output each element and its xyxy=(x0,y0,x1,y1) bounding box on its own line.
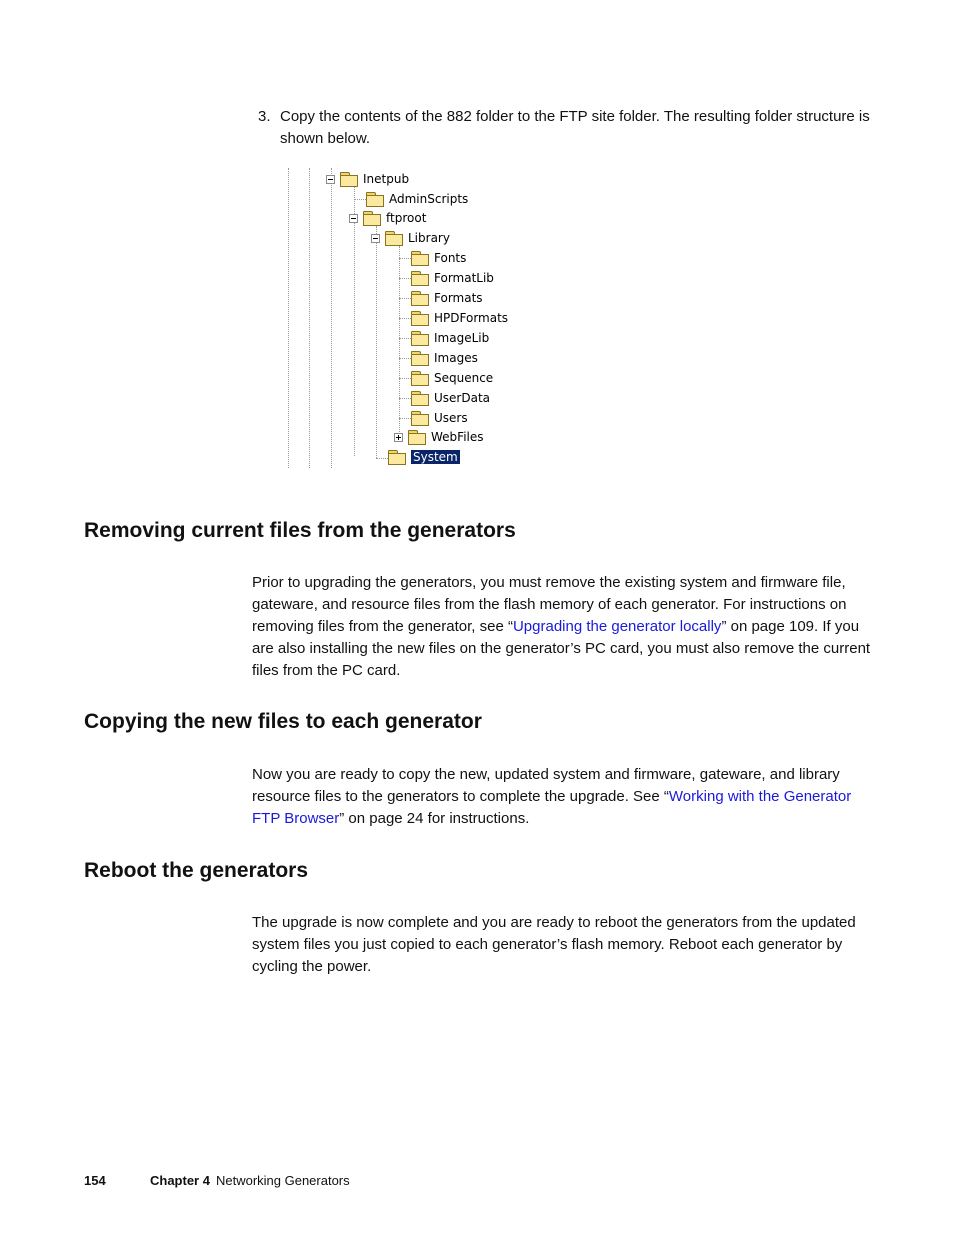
folder-icon xyxy=(411,251,429,265)
tree-node-userdata[interactable] xyxy=(411,389,490,407)
tree-node-sequence[interactable] xyxy=(411,369,493,387)
tree-guide-line xyxy=(376,226,377,458)
folder-tree-screenshot xyxy=(284,166,534,471)
collapse-icon[interactable] xyxy=(349,214,358,223)
tree-guide-line xyxy=(309,168,310,468)
section-heading-copying: Copying the new files to each generator xyxy=(84,710,482,733)
paragraph-text: Prior to upgrading the generators, you must remove the existing system and firmware file, gateware, and resource files from the flash memory of each generator. For instructions on removing files from the generator, see “ xyxy=(252,574,847,635)
tree-label: Users xyxy=(434,411,468,425)
tree-connector xyxy=(399,358,411,359)
section-paragraph-copying xyxy=(252,764,872,830)
folder-icon xyxy=(411,331,429,345)
tree-node-images[interactable] xyxy=(411,349,478,367)
tree-connector xyxy=(399,258,411,259)
folder-icon xyxy=(366,192,384,206)
expand-icon[interactable] xyxy=(394,433,403,442)
folder-icon xyxy=(340,172,358,186)
chapter-label: Chapter 4 xyxy=(150,1173,210,1188)
tree-label: Library xyxy=(408,231,450,245)
tree-connector xyxy=(399,278,411,279)
tree-node-users[interactable] xyxy=(411,409,468,427)
tree-connector xyxy=(399,318,411,319)
tree-label: WebFiles xyxy=(431,430,484,444)
tree-node-library[interactable] xyxy=(371,229,450,247)
tree-node-formatlib[interactable] xyxy=(411,269,494,287)
folder-icon xyxy=(411,371,429,385)
tree-label: Images xyxy=(434,351,478,365)
section-paragraph-reboot: The upgrade is now complete and you are ready to reboot the generators from the updated system files you just copied to each generator’s flash memory. Reboot each generator by cycling the power. xyxy=(252,914,856,975)
tree-connector xyxy=(354,199,366,200)
tree-guide-line xyxy=(288,168,289,468)
tree-connector xyxy=(399,338,411,339)
section-heading-reboot: Reboot the generators xyxy=(84,859,309,882)
tree-node-hpdformats[interactable] xyxy=(411,309,508,327)
tree-label: Sequence xyxy=(434,371,494,385)
tree-connector xyxy=(399,378,411,379)
step-text: Copy the contents of the 882 folder to the FTP site folder. The resulting folder structure is shown below. xyxy=(280,108,870,147)
folder-icon xyxy=(363,211,381,225)
tree-label: Inetpub xyxy=(363,172,410,186)
tree-label: ImageLib xyxy=(434,331,490,345)
tree-node-ftproot[interactable] xyxy=(349,209,426,227)
collapse-icon[interactable] xyxy=(371,234,380,243)
tree-label: FormatLib xyxy=(434,271,494,285)
folder-icon xyxy=(411,391,429,405)
paragraph-text: Now you are ready to copy the new, updated system and firmware, gateware, and library resource files to the generators to complete the upgrade. See “ xyxy=(252,766,840,805)
tree-node-webfiles[interactable] xyxy=(394,428,484,446)
link-ftp-browser[interactable]: Working with the Generator FTP Browser xyxy=(252,788,852,827)
folder-icon xyxy=(411,351,429,365)
tree-connector xyxy=(399,298,411,299)
tree-connector xyxy=(376,458,388,459)
tree-label: UserData xyxy=(434,391,491,405)
page-number: 154 xyxy=(84,1173,106,1188)
tree-guide-line xyxy=(331,168,332,468)
link-upgrading-locally[interactable]: Upgrading the generator locally xyxy=(512,618,722,635)
tree-guide-line xyxy=(399,246,400,436)
folder-icon xyxy=(408,430,426,444)
step-number: 3. xyxy=(258,108,271,125)
paragraph-text: ” on page 24 for instructions. xyxy=(339,810,530,827)
step-3 xyxy=(258,106,870,150)
tree-label: AdminScripts xyxy=(389,192,469,206)
folder-icon xyxy=(411,291,429,305)
folder-icon xyxy=(411,311,429,325)
tree-label: ftproot xyxy=(386,211,427,225)
folder-icon xyxy=(411,271,429,285)
paragraph-text: ” on page 109. If you are also installing the new files on the generator’s PC card, you must also remove the current files from the PC card. xyxy=(252,618,871,679)
tree-label: HPDFormats xyxy=(434,311,509,325)
section-paragraph-removing xyxy=(252,572,872,682)
tree-label: Fonts xyxy=(434,251,467,265)
chapter-info xyxy=(150,1172,350,1190)
tree-node-inetpub[interactable] xyxy=(326,170,409,188)
tree-connector xyxy=(399,418,411,419)
tree-node-imagelib[interactable] xyxy=(411,329,489,347)
folder-icon xyxy=(385,231,403,245)
tree-label: Formats xyxy=(434,291,483,305)
tree-node-adminscripts[interactable] xyxy=(366,190,468,208)
collapse-icon[interactable] xyxy=(326,175,335,184)
chapter-title: Networking Generators xyxy=(215,1173,350,1188)
tree-node-formats[interactable] xyxy=(411,289,483,307)
tree-node-system[interactable] xyxy=(388,448,460,466)
folder-icon xyxy=(411,411,429,425)
tree-node-fonts[interactable] xyxy=(411,249,466,267)
open-folder-icon xyxy=(388,450,406,464)
section-heading-removing: Removing current files from the generators xyxy=(84,519,516,542)
tree-connector xyxy=(399,398,411,399)
tree-label-selected: System xyxy=(413,450,458,464)
